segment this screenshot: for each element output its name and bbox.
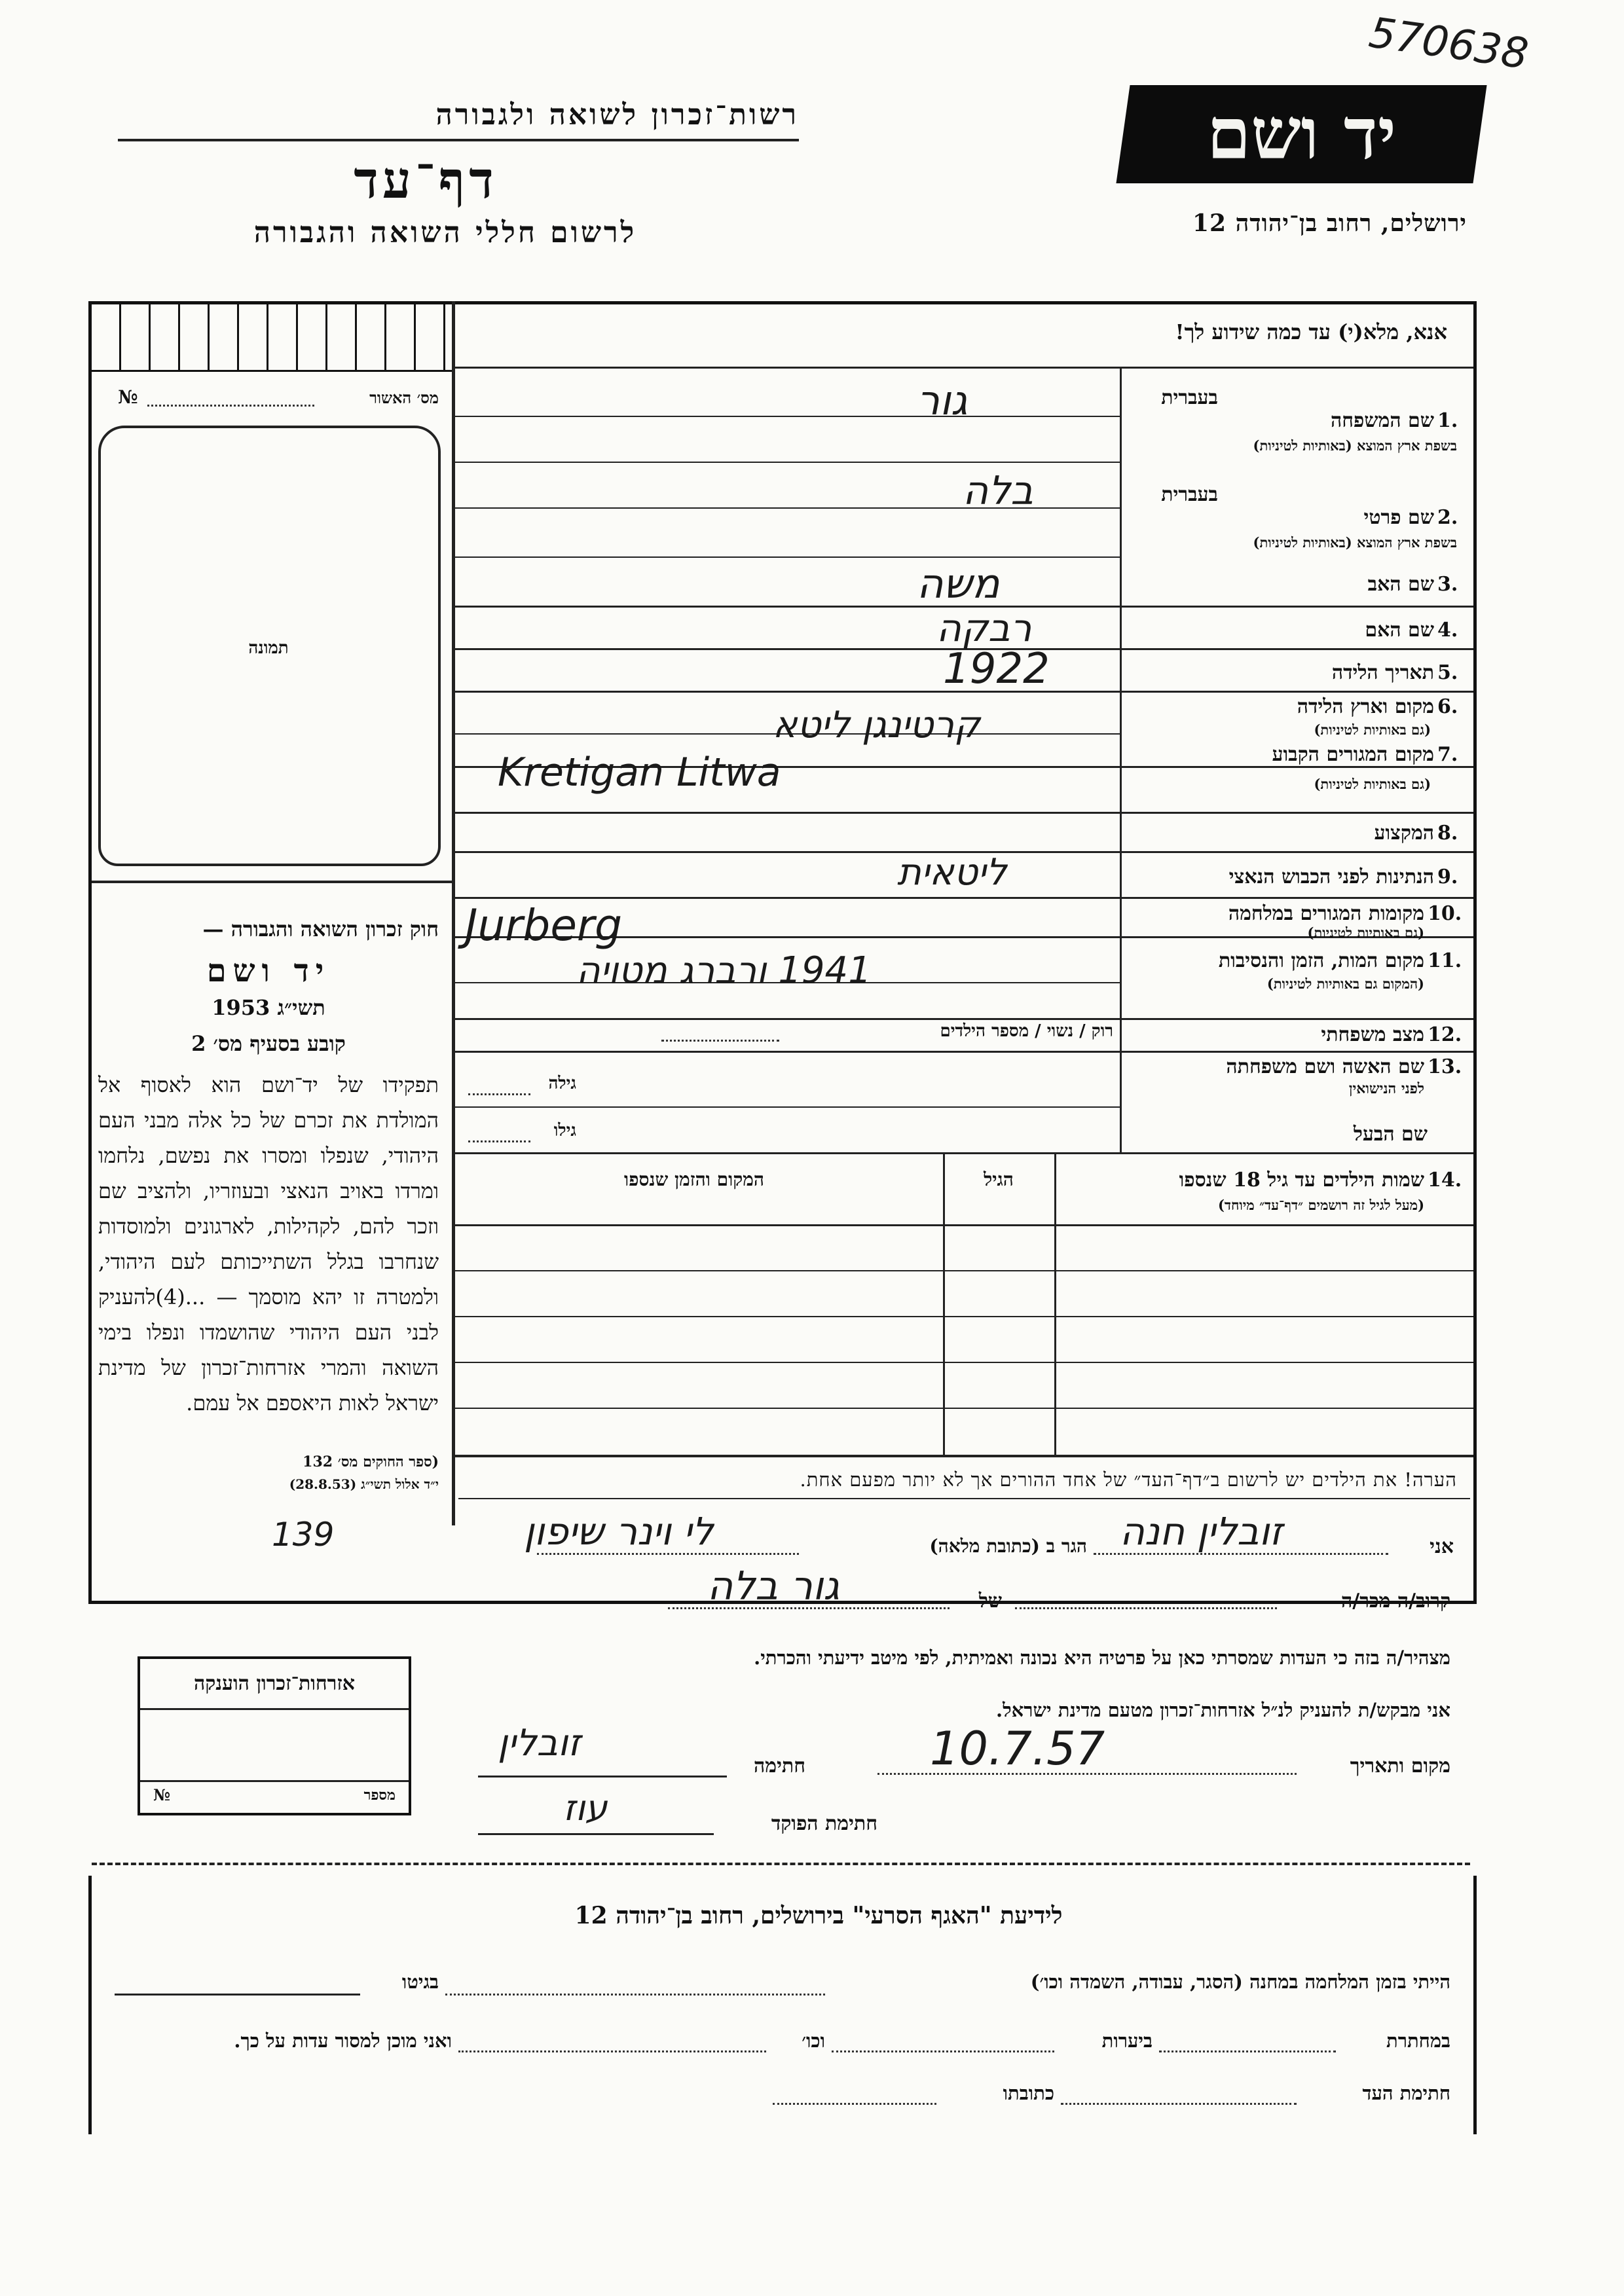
field-1-sub: בשפת ארץ המוצא (באותיות לטיניות) — [1253, 437, 1457, 454]
photo-divider — [92, 881, 452, 883]
wife-age-label: גילה — [548, 1074, 576, 1093]
children-row-line — [455, 1270, 1473, 1271]
field-10-value[interactable]: Jurberg — [465, 900, 622, 951]
field-4-number: 4. — [1437, 619, 1458, 642]
children-col-divider-1 — [1054, 1154, 1056, 1455]
field-12-options: רוק / נשוי / מספר הילדים — [940, 1021, 1113, 1041]
value-line — [455, 812, 1473, 814]
footer-forests-field[interactable] — [832, 2050, 1054, 2052]
residing-label: הגר ב (כתובת מלאה) — [929, 1535, 1087, 1557]
footer-camp-field[interactable] — [445, 1994, 825, 1995]
field-2-value[interactable]: בלה — [963, 468, 1033, 514]
field-3-number: 3. — [1437, 573, 1458, 596]
field-6-number: 6. — [1437, 695, 1458, 718]
children-remark: הערה! את הילדים יש לרשום ב״דף־העד״ של אחד ההורים אך לא יותר מפעם אחת. — [800, 1468, 1457, 1491]
field-7-number: 7. — [1437, 743, 1458, 766]
field-13-label: שם האשה ושם משפחתה — [1226, 1055, 1424, 1078]
declaration-statement: מצהיר/ה בזה כי העדות שמסרתי כאן על פרטיה היא נכונה ואמיתית, לפי מיטב ידיעתי והכרתי. — [754, 1647, 1450, 1669]
field-10-label: מקומות המגורים במלחמה — [1228, 902, 1424, 925]
children-col-divider-2 — [943, 1154, 945, 1455]
children-place-column: המקום והזמן שנספו — [624, 1169, 764, 1190]
field-6-sub: (גם באותיות לטיניות) — [1314, 721, 1431, 738]
law-year — [98, 995, 439, 1020]
field-8-label: המקצוע — [1374, 822, 1434, 845]
footer-underground-field[interactable] — [1159, 2050, 1336, 2052]
field-3-label: שם האב — [1367, 573, 1434, 596]
field-2-label: שם פרטי — [1363, 506, 1434, 529]
law-text: תפקידו של יד־ושם הוא לאסוף אל המולדת את זכרם של כל אלה מבני העם היהודי, שנפלו ומסרו את נפשם, נלחמו ומרדו באויב הנאצי ובעוזריו, ולהציב שם וזכר להם, לקהילות, לארגונים ולמוסדות שנחרבו בגלל השתייכותם לעם היהודי, ולמטרה זו יהא מוסמך — ...(4)להעניק לבני העם היהודי שהושמדו ונפלו בימי השואה והמרי אזרחות־זכרון של מדינת ישראל לאות היאספם אל עמם. — [98, 1072, 439, 1415]
field-13-sub: לפני הנישואין — [1348, 1080, 1424, 1097]
value-line — [455, 1106, 1120, 1108]
corner-number: 570638 — [1366, 9, 1532, 79]
value-line — [455, 897, 1473, 899]
field-5-label: תאריך הלידה — [1331, 661, 1434, 684]
field-1-lang-label: בעברית — [1161, 386, 1218, 409]
footer-testimony-label: ואני מוכן למסור עדות על כך. — [234, 2030, 452, 2052]
left-panel-divider — [452, 301, 455, 1525]
side-note: 139 — [272, 1516, 335, 1554]
footer-witness-signature-field[interactable] — [1061, 2103, 1297, 2105]
relative-label: קרוב/ה מכר/ה — [1341, 1590, 1450, 1613]
field-2-sub: בשפת ארץ המוצא (באותיות לטיניות) — [1253, 534, 1457, 551]
field-2-number: 2. — [1437, 506, 1458, 529]
form-title: דף־עד — [354, 151, 498, 210]
field-6-value[interactable]: קרטינגן ליטא — [773, 704, 980, 746]
field-4-label: שם האם — [1365, 619, 1434, 642]
children-count-field[interactable] — [661, 1040, 779, 1042]
field-7-label: מקום המגורים הקבוע — [1272, 743, 1434, 766]
certificate-box — [138, 1656, 411, 1815]
husband-age-field[interactable] — [468, 1140, 530, 1142]
footer-forests-label: ביערות — [1101, 2030, 1153, 2052]
field-6-label: מקום וארץ הלידה — [1297, 695, 1434, 718]
official-signature-label: חתימת הפוקד — [771, 1812, 877, 1835]
approval-symbol: № — [118, 386, 138, 408]
approval-number-label: מס׳ האשור — [369, 388, 439, 407]
field-9-number: 9. — [1437, 866, 1458, 888]
law-source: (ספר החוקים מס׳ 132 — [303, 1453, 439, 1470]
field-12-label: מצב משפחתי — [1321, 1023, 1424, 1046]
husband-name-label: שם הבעל — [1353, 1123, 1428, 1146]
place-date-label: מקום ותאריך — [1350, 1755, 1450, 1777]
yad-vashem-logo — [1116, 85, 1486, 183]
address-value[interactable]: לי וינר שיפון — [524, 1509, 714, 1554]
field-9-label: הנתינות לפני הכבוש הנאצי — [1228, 866, 1434, 888]
field-4-value[interactable]: רבקה — [936, 606, 1032, 650]
law-heading: חוק זכרון השואה והגבורה — — [202, 917, 439, 941]
field-13-number: 13. — [1428, 1055, 1462, 1078]
address: ירושלים, רחוב בן־יהודה 12 — [1192, 210, 1467, 237]
children-row-line — [455, 1316, 1473, 1317]
field-12-number: 12. — [1428, 1023, 1462, 1046]
children-table-note: (מעל לגיל זה רושמים ״דף־עד״ מיוחד) — [1217, 1197, 1424, 1213]
children-bottom-line — [455, 1455, 1473, 1457]
declaration-request: אני מבקש/ת להעניק לנ״ל אזרחות־זכרון מטעם מדינת ישראל. — [996, 1699, 1450, 1721]
authority-line: רשות־זכרון לשואה ולגבורה — [435, 98, 799, 132]
husband-age-label: גילו — [553, 1121, 576, 1140]
remark-underline — [458, 1498, 1470, 1499]
field-11-label: מקום המות, הזמן והנסיבות — [1218, 949, 1424, 972]
footer-title: לידיעת "האגף הסרעי" בירושלים, רחוב בן־יהודה 12 — [574, 1902, 1063, 1929]
value-line — [455, 1051, 1473, 1053]
field-11-number: 11. — [1428, 949, 1462, 972]
field-7-sub: (גם באותיות לטיניות) — [1314, 776, 1431, 792]
logo-text: יד ושם — [1206, 93, 1397, 175]
field-1-label: שם המשפחה — [1330, 409, 1434, 432]
value-line — [455, 1018, 1473, 1020]
value-line — [455, 1152, 1473, 1154]
declarant-i-label: אני — [1430, 1535, 1454, 1558]
field-3-value[interactable]: משה — [917, 560, 1000, 608]
children-table-title: שמות הילדים עד גיל 18 שנספו — [1179, 1169, 1424, 1192]
field-7-value[interactable]: Kretigan Litwa — [498, 750, 781, 795]
footer-etc-label: וכו׳ — [802, 2030, 825, 2052]
law-name: יד ושם — [206, 953, 331, 989]
field-5-number: 5. — [1437, 661, 1458, 684]
field-9-value[interactable]: ליטאית — [897, 851, 1007, 894]
field-10-number: 10. — [1428, 902, 1462, 925]
form-subtitle: לרשום חללי השואה והגבורה — [253, 216, 637, 249]
relation-line[interactable] — [1015, 1607, 1277, 1609]
certificate-box-divider — [140, 1780, 409, 1782]
field-11-sub: (המקום גם באותיות לטיניות) — [1266, 975, 1424, 992]
certificate-number-label: מספר — [363, 1787, 396, 1804]
footer-address-label: כתובתו — [1003, 2082, 1054, 2104]
declarant-name[interactable]: זובלין חנה — [1120, 1509, 1283, 1554]
photo-label: תמונה — [248, 638, 289, 658]
certificate-number-symbol: № — [153, 1785, 171, 1804]
law-date: י״ד אלול תשי״ג (28.8.53) — [289, 1476, 439, 1492]
footer-ghetto-field[interactable] — [115, 1994, 360, 1995]
signature-value[interactable]: זובלין — [498, 1722, 581, 1764]
instruction: אנא, מלא(י) עד כמה שידוע לך! — [1175, 319, 1447, 344]
field-2-lang-label: בעברית — [1161, 483, 1218, 506]
children-age-column: הגיל — [984, 1169, 1014, 1190]
date-value[interactable]: 10.7.57 — [930, 1722, 1105, 1776]
law-year-number: 1953 — [212, 995, 270, 1020]
approval-number-field[interactable] — [147, 405, 314, 407]
header-underline — [118, 139, 799, 141]
children-row-line — [455, 1408, 1473, 1409]
cut-line — [92, 1863, 1470, 1865]
children-header-line — [455, 1224, 1473, 1226]
signature-line — [478, 1776, 727, 1777]
signature-label: חתימה — [754, 1755, 805, 1777]
footer-address-field[interactable] — [773, 2103, 936, 2105]
footer-etc-field[interactable] — [458, 2050, 766, 2052]
instruction-divider — [455, 367, 1473, 369]
field-5-value[interactable]: 1922 — [943, 645, 1050, 693]
footer-camp-label: הייתי בזמן המלחמה במחנה (הסגר, עבודה, השמדה וכו׳) — [1030, 1971, 1450, 1993]
official-signature-value[interactable]: עוז — [563, 1787, 608, 1829]
official-signature-line — [478, 1833, 714, 1835]
children-row-line — [455, 1362, 1473, 1363]
value-line — [455, 416, 1120, 417]
value-line — [455, 462, 1120, 463]
label-column-divider — [1120, 369, 1122, 1154]
footer-ghetto-label: בגיטו — [401, 1971, 439, 1993]
of-label: של — [978, 1590, 1002, 1613]
field-10-sub: (גם באותיות לטיניות) — [1307, 924, 1424, 941]
law-year-hebrew: תשי״ג — [277, 995, 325, 1020]
field-14-number: 14. — [1428, 1169, 1462, 1192]
law-clause: קובע בסעיף מס׳ 2 — [191, 1031, 346, 1056]
field-1-value[interactable]: גור — [917, 376, 968, 424]
approval-boxes — [92, 304, 452, 372]
field-11-value[interactable]: 1941 ורברג מטויה — [576, 949, 872, 992]
value-line — [455, 556, 1120, 558]
of-value[interactable]: גור בלה — [707, 1563, 840, 1609]
certificate-box-divider — [140, 1708, 409, 1710]
wife-age-field[interactable] — [468, 1093, 530, 1095]
field-1-number: 1. — [1437, 409, 1458, 432]
footer-witness-signature-label: חתימת העד — [1362, 2082, 1450, 2104]
footer-underground-label: במחתרת — [1386, 2030, 1450, 2052]
field-8-number: 8. — [1437, 822, 1458, 845]
certificate-box-title: אזרחות־זכרון הוענקה — [193, 1672, 356, 1695]
